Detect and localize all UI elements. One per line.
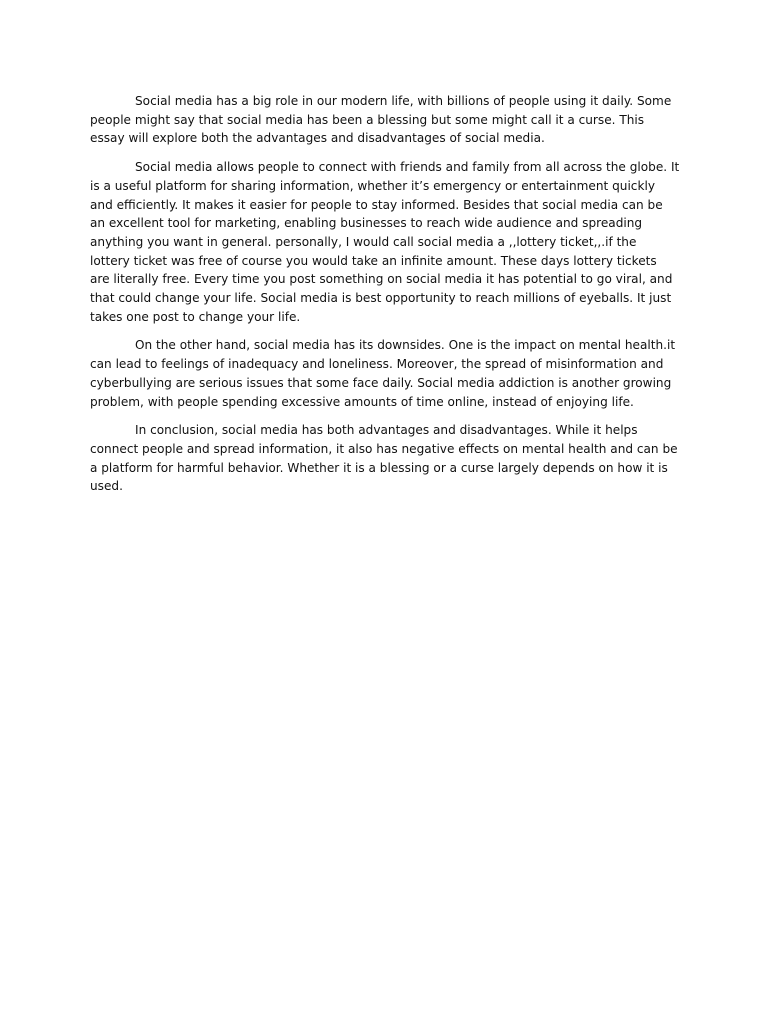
paragraph-conclusion: In conclusion, social media has both advantages and disadvantages. While it helps connect people and spread information, it also has negative effects on mental health and can be a platform for harmful behavior. Whether it is a blessing or a curse largely depends on how it is used.: [90, 423, 678, 494]
paragraph-disadvantages: On the other hand, social media has its downsides. One is the impact on mental health.it can lead to feelings of inadequacy and loneliness. Moreover, the spread of misinformation and cyberbullying are serious issues that some face daily. Social media addiction is another growing problem, with people spending excessive amounts of time online, instead of enjoying life.: [90, 338, 676, 409]
paragraph-introduction: Social media has a big role in our modern life, with billions of people using it daily. Some people might say that social media has been a blessing but some might call it a curse. This essay will explore both the advantages and disadvantages of social media.: [90, 94, 672, 146]
paragraph-advantages: Social media allows people to connect with friends and family from all across the globe. It is a useful platform for sharing information, whether it’s emergency or entertainment quickly and efficiently. It makes it easier for people to stay informed. Besides that social media can be an excellent tool for marketing, enabling businesses to reach wide audience and spreading anything you want in general. personally, I would call social media a ,,lottery ticket,,.if the lottery ticket was free of course you would take an infinite amount. These days lottery tickets are literally free. Every time you post something on social media it has potential to go viral, and that could change your life. Social media is best opportunity to reach millions of eyeballs. It just takes one post to change your life.: [90, 160, 680, 324]
essay-body: [90, 92, 680, 506]
